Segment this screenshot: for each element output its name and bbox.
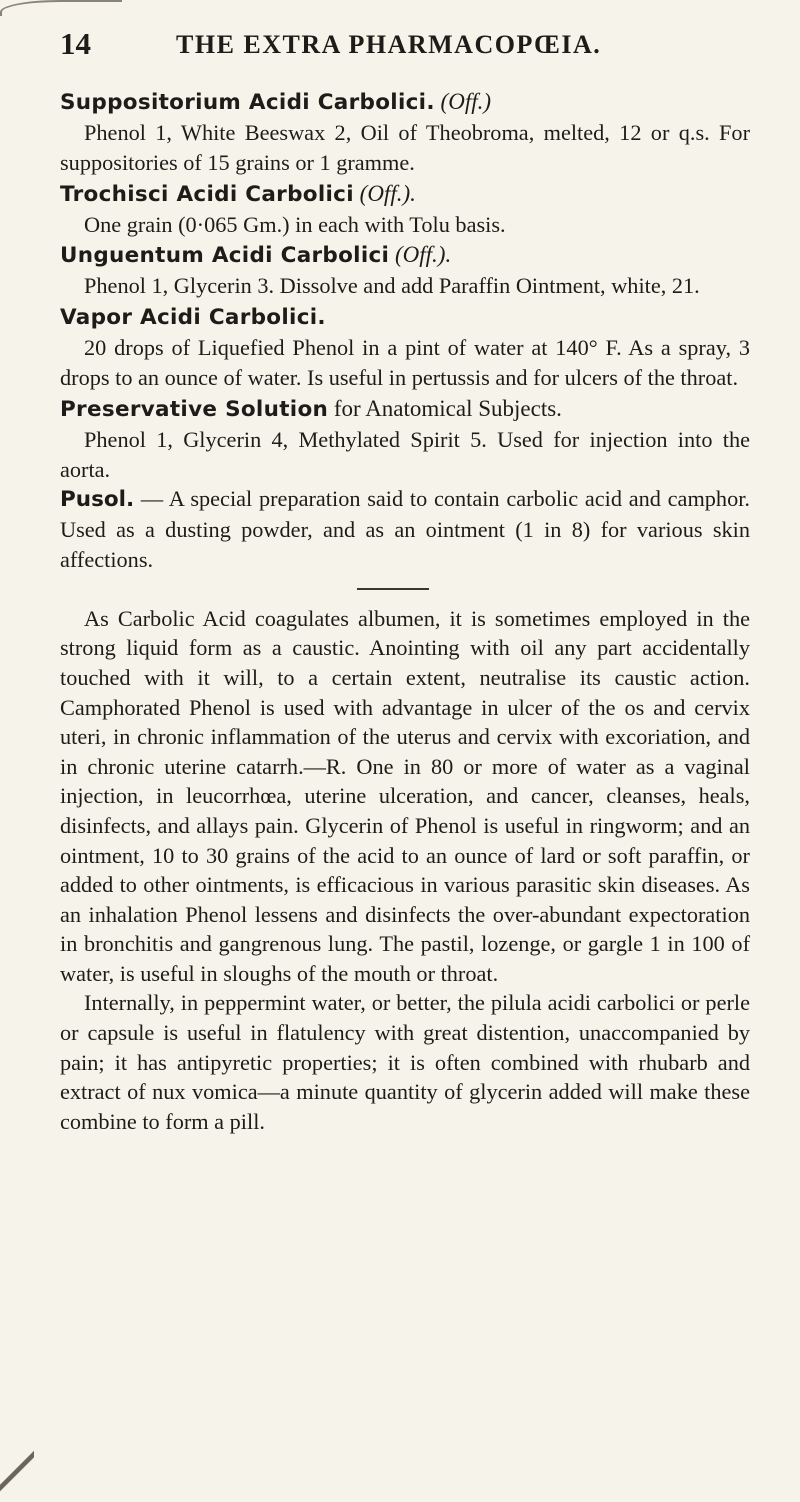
entry-tag: (Off.) — [440, 89, 492, 114]
entry-title: Suppositorium Acidi Carbolici. — [60, 90, 435, 115]
entry-title: Preservative Solution — [60, 396, 329, 422]
entry-text: Phenol 1, Glycerin 3. Dissolve and add Paraffin Ointment, white, 21. — [84, 273, 700, 299]
entry-title: Trochisci Acidi Carbolici — [60, 181, 354, 207]
entry-text: 20 drops of Liquefied Phenol in a pint of water at 140° F. As a spray, 3 drops to an ounce of water. Is useful in pertussis and for ulcers of the throat. — [60, 335, 750, 390]
entry-unguentum — [60, 239, 750, 301]
entry-heading — [60, 301, 750, 333]
entry-preservative-solution — [60, 393, 750, 485]
entry-tag: (Off.). — [359, 180, 416, 206]
entry-pusol — [60, 484, 750, 574]
entry-trochisci — [60, 178, 750, 240]
entry-suppositorium — [60, 86, 750, 178]
pusol-paragraph — [60, 484, 750, 574]
page-corner-mark — [0, 1442, 34, 1502]
entry-title: Pusol. — [60, 487, 135, 513]
body-paragraph: Internally, in peppermint water, or better, the pilula acidi carbolici or perle or capsule is useful in flatulency with great distention, unaccompanied by pain; it has antipyretic properties; it is often combined with rhubarb and extract of nux vomica—a minute quantity of glycerin added will make these combine to form a pill. — [60, 990, 750, 1134]
entry-title: Vapor Acidi Carbolici. — [60, 305, 326, 331]
entry-heading — [60, 239, 750, 271]
entry-heading — [60, 86, 750, 118]
entry-text: One grain (0·065 Gm.) in each with Tolu basis. — [84, 211, 506, 237]
page-number: 14 — [60, 26, 91, 61]
page-header — [60, 26, 760, 72]
entry-tag: (Off.). — [394, 242, 452, 268]
entry-title: Unguentum Acidi Carbolici — [60, 243, 390, 269]
entry-heading — [60, 393, 750, 425]
entry-text: — A special preparation said to contain carbolic acid and camphor. Used as a dusting powder, and as an ointment (1 in 8) for various skin affections. — [60, 486, 751, 572]
entry-heading — [60, 178, 750, 210]
page-body — [60, 86, 750, 1136]
entry-vapor — [60, 301, 750, 393]
entry-text: Phenol 1, White Beeswax 2, Oil of Theobroma, melted, 12 or q.s. For suppositories of 15 grains or 1 gramme. — [60, 120, 750, 175]
page-corner-curl — [0, 0, 122, 16]
entry-tag: for Anatomical Subjects. — [333, 395, 562, 421]
running-title: THE EXTRA PHARMACOPŒIA. — [176, 30, 602, 59]
entry-text: Phenol 1, Glycerin 4, Methylated Spirit 5. Used for injection into the aorta. — [60, 426, 750, 482]
body-paragraph: As Carbolic Acid coagulates albumen, it is sometimes employed in the strong liquid form as a caustic. Anointing with oil any part accidentally touched with it will, to a certain extent, neutralise its caustic action. Camphorated Phenol is used with advantage in ulcer of the os and cervix uteri, in chronic inflammation of the uterus and cervix with excoriation, and in chronic uterine catarrh.—R. One in 80 or more of water as a vaginal injection, in leucorrhœa, uterine ulceration, and cancer, cleanses, heals, disinfects, and allays pain. Glycerin of Phenol is useful in ringworm; and an ointment, 10 to 30 grains of the acid to an ounce of lard or soft paraffin, or added to other ointments, is efficacious in various parasitic skin diseases. As an inhalation Phenol lessens and disinfects the over-abundant expectoration in bronchitis and gangrenous lung. The pastil, lozenge, or gargle 1 in 100 of water, is useful in sloughs of the mouth or throat. — [60, 605, 750, 986]
section-divider — [357, 588, 429, 590]
